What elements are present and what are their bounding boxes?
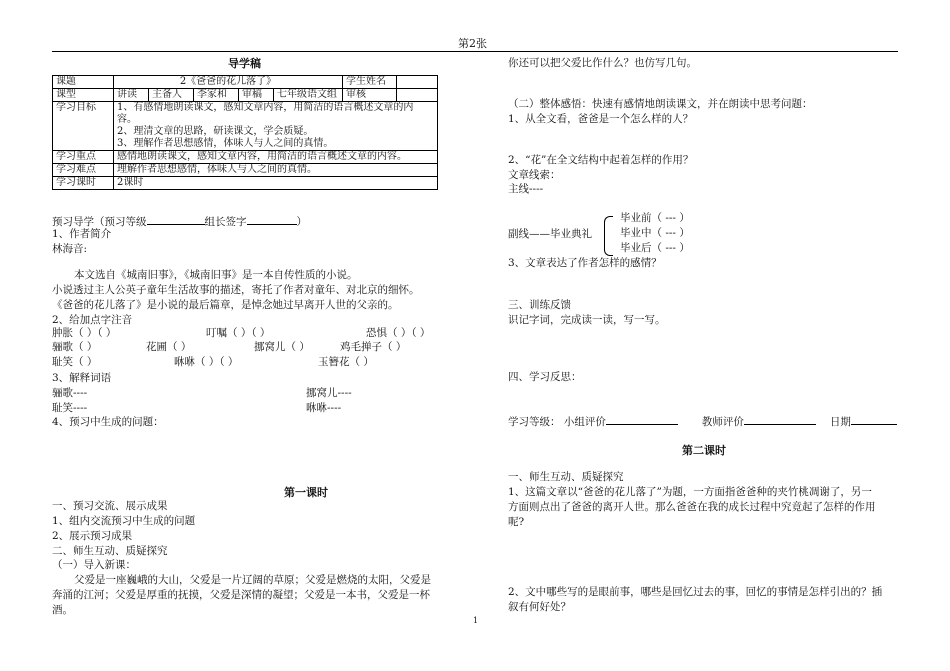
lesson2-line: 1、这篇文章以“爸爸的花儿落了”为题，一方面指爸爸种的夹竹桃凋谢了，另一 bbox=[508, 486, 872, 498]
lesson2-line: 2、文中哪些写的是眼前事，哪些是回忆过去的事，回忆的事情是怎样引出的？插 bbox=[508, 586, 883, 598]
pinyin-item: 挪窝儿（ ） bbox=[254, 341, 310, 353]
pinyin-item: 恐惧（ ）（ ） bbox=[366, 327, 431, 339]
table-cell: 理解作者思想感情，体味人与人之间的真情。 bbox=[114, 164, 438, 177]
sub-clue-branch: 毕业中（ --- ） bbox=[620, 227, 690, 239]
section-author: 1、作者简介 bbox=[52, 228, 112, 240]
table-cell: 审稿 bbox=[239, 89, 274, 102]
author-name: 林海音: bbox=[52, 243, 88, 255]
table-row bbox=[53, 89, 438, 102]
group-eval-label: 学习等级： 小组评价 bbox=[508, 416, 606, 428]
table-row bbox=[53, 177, 438, 190]
brace-icon bbox=[604, 216, 613, 256]
right-line: 四、学习反思： bbox=[508, 371, 582, 383]
right-line: 3、文章表达了作者怎样的感情？ bbox=[508, 257, 662, 269]
section-questions: 4、预习中生成的问题： bbox=[52, 416, 164, 428]
table-cell bbox=[114, 102, 438, 151]
lesson1-line: 2、展示预习成果 bbox=[52, 530, 133, 542]
leader-sign-label: 组长签字 bbox=[204, 216, 247, 228]
lesson1-line: 父爱是一座巍峨的大山，父爱是一片辽阔的草原；父爱是燃烧的太阳，父爱是 bbox=[74, 574, 431, 586]
info-table bbox=[52, 75, 438, 190]
lesson2-title: 第二课时 bbox=[682, 444, 726, 457]
lesson1-line: （一）导入新课： bbox=[52, 559, 136, 571]
group-eval-blank[interactable] bbox=[606, 413, 678, 425]
intro-paragraph: 《爸爸的花儿落了》是小说的最后篇章，是悼念她过早离开人世的父亲的。 bbox=[52, 299, 399, 311]
right-line: 文章线索： bbox=[508, 169, 561, 181]
vocab-item: 骊歌---- bbox=[52, 387, 88, 399]
table-cell: 2课时 bbox=[114, 177, 438, 190]
pinyin-item: 玉簪花（ ） bbox=[318, 356, 374, 368]
intro-paragraph: 小说透过主人公英子童年生活故事的描述，寄托了作者对童年、对北京的细怀。 bbox=[52, 284, 420, 296]
pinyin-item: 鸡毛掸子（ ） bbox=[340, 341, 407, 353]
lesson2-line: 一、师生互动、质疑探究 bbox=[508, 471, 624, 483]
date-blank[interactable] bbox=[851, 413, 897, 425]
pinyin-item: 肿胀（ ）（ ） bbox=[52, 327, 117, 339]
lesson1-line: 1、组内交流预习中生成的问题 bbox=[52, 515, 196, 527]
vocab-item: 咻咻---- bbox=[306, 402, 342, 414]
right-line: 你还可以把父爱比作什么？也仿写几句。 bbox=[508, 57, 697, 69]
table-cell: 学习重点 bbox=[53, 151, 114, 164]
table-cell: 学习难点 bbox=[53, 164, 114, 177]
pinyin-item: 花圃（ ） bbox=[146, 341, 192, 353]
table-cell: 审核 bbox=[343, 89, 397, 102]
sub-clue-branch: 毕业前（ --- ） bbox=[620, 212, 690, 224]
table-row bbox=[53, 151, 438, 164]
pinyin-item: 叮嘱（ ）（ ） bbox=[206, 327, 271, 339]
table-cell bbox=[397, 76, 438, 89]
vocab-item: 挪窝儿---- bbox=[306, 387, 352, 399]
lesson1-line: 二、师生互动、质疑探究 bbox=[52, 545, 168, 557]
table-row bbox=[53, 76, 438, 89]
intro-paragraph: 本文选自《城南旧事》，《城南旧事》是一本自传性质的小说。 bbox=[74, 269, 358, 281]
lesson1-line: 酒。 bbox=[52, 604, 73, 616]
goal-line: 3、理解作者思想感情，体味人与人之间的真情。 bbox=[117, 138, 334, 149]
vocab-item: 耻笑---- bbox=[52, 402, 88, 414]
lesson2-line: 呢? bbox=[508, 516, 525, 528]
right-line: 2、“花”在全文结构中起着怎样的作用？ bbox=[508, 154, 694, 166]
date-label: 日期 bbox=[829, 416, 851, 428]
pinyin-item: 骊歌（ ） bbox=[52, 341, 98, 353]
pinyin-item: 耻笑（ ） bbox=[52, 356, 98, 368]
preview-heading-label: 预习导学（预习等级 bbox=[52, 216, 147, 228]
table-cell: 课题 bbox=[53, 76, 114, 89]
teacher-eval-blank[interactable] bbox=[744, 413, 816, 425]
table-cell: 李家和 bbox=[194, 89, 239, 102]
goal-line: 容。 bbox=[117, 114, 137, 125]
table-cell: 主备人 bbox=[149, 89, 194, 102]
sub-clue: 副线——毕业典礼 bbox=[508, 228, 592, 240]
table-cell: 七年级语文组 bbox=[274, 89, 343, 102]
grade-blank[interactable] bbox=[147, 213, 205, 225]
teacher-eval-label: 教师评价 bbox=[701, 416, 744, 428]
table-row bbox=[53, 102, 438, 151]
right-line: 三、训练反馈 bbox=[508, 299, 571, 311]
table-cell bbox=[397, 89, 438, 102]
lesson1-line: 一、预习交流、展示成果 bbox=[52, 500, 168, 512]
table-cell: 课型 bbox=[53, 89, 114, 102]
section-vocab: 3、解释词语 bbox=[52, 372, 112, 384]
table-cell: 学生姓名 bbox=[343, 76, 397, 89]
lesson1-title: 第一课时 bbox=[284, 486, 328, 499]
table-cell: 学习目标 bbox=[53, 102, 114, 151]
lesson1-line: 奔涌的江河；父爱是厚重的抚摸，父爱是深情的凝望；父爱是一本书，父爱是一杯 bbox=[52, 589, 430, 601]
page-number: 1 bbox=[473, 616, 479, 625]
table-cell: 讲读 bbox=[114, 89, 149, 102]
goal-line: 1、有感情地朗读课文，感知文章内容，用简洁的语言概述文章的内 bbox=[117, 102, 414, 113]
section-pinyin: 2、给加点字注音 bbox=[52, 314, 133, 326]
right-line: 主线---- bbox=[508, 183, 544, 195]
table-cell: 学习课时 bbox=[53, 177, 114, 190]
sub-clue-branch: 毕业后（ --- ） bbox=[620, 242, 690, 254]
table-cell: 2《爸爸的花儿落了》 bbox=[114, 76, 343, 89]
right-line: （二）整体感悟：快速有感情地朗读课文，并在朗读中思考问题： bbox=[508, 98, 813, 110]
table-cell: 感情地朗读课文，感知文章内容，用简洁的语言概述文章的内容。 bbox=[114, 151, 438, 164]
table-row bbox=[53, 164, 438, 177]
page-header-label: 第2张 bbox=[458, 37, 487, 50]
leader-sign-blank[interactable] bbox=[247, 213, 297, 225]
header-rule bbox=[52, 51, 898, 52]
lesson2-line: 叙有何好处？ bbox=[508, 601, 571, 613]
pinyin-item: 咻咻（ ）（ ） bbox=[174, 356, 239, 368]
grade-row bbox=[508, 413, 897, 429]
page-title: 导学稿 bbox=[228, 57, 261, 70]
preview-heading bbox=[52, 213, 307, 229]
goal-line: 2、理清文章的思路，研读课文，学会质疑。 bbox=[117, 126, 314, 137]
lesson2-line: 方面则点出了爸爸的离开人世。那么爸爸在我的成长过程中究竟起了怎样的作用 bbox=[508, 501, 876, 513]
right-line: 1、从全文看，爸爸是一个怎么样的人？ bbox=[508, 113, 694, 125]
right-line: 识记字词，完成读一读，写一写。 bbox=[508, 314, 666, 326]
preview-heading-close: ） bbox=[296, 216, 307, 228]
